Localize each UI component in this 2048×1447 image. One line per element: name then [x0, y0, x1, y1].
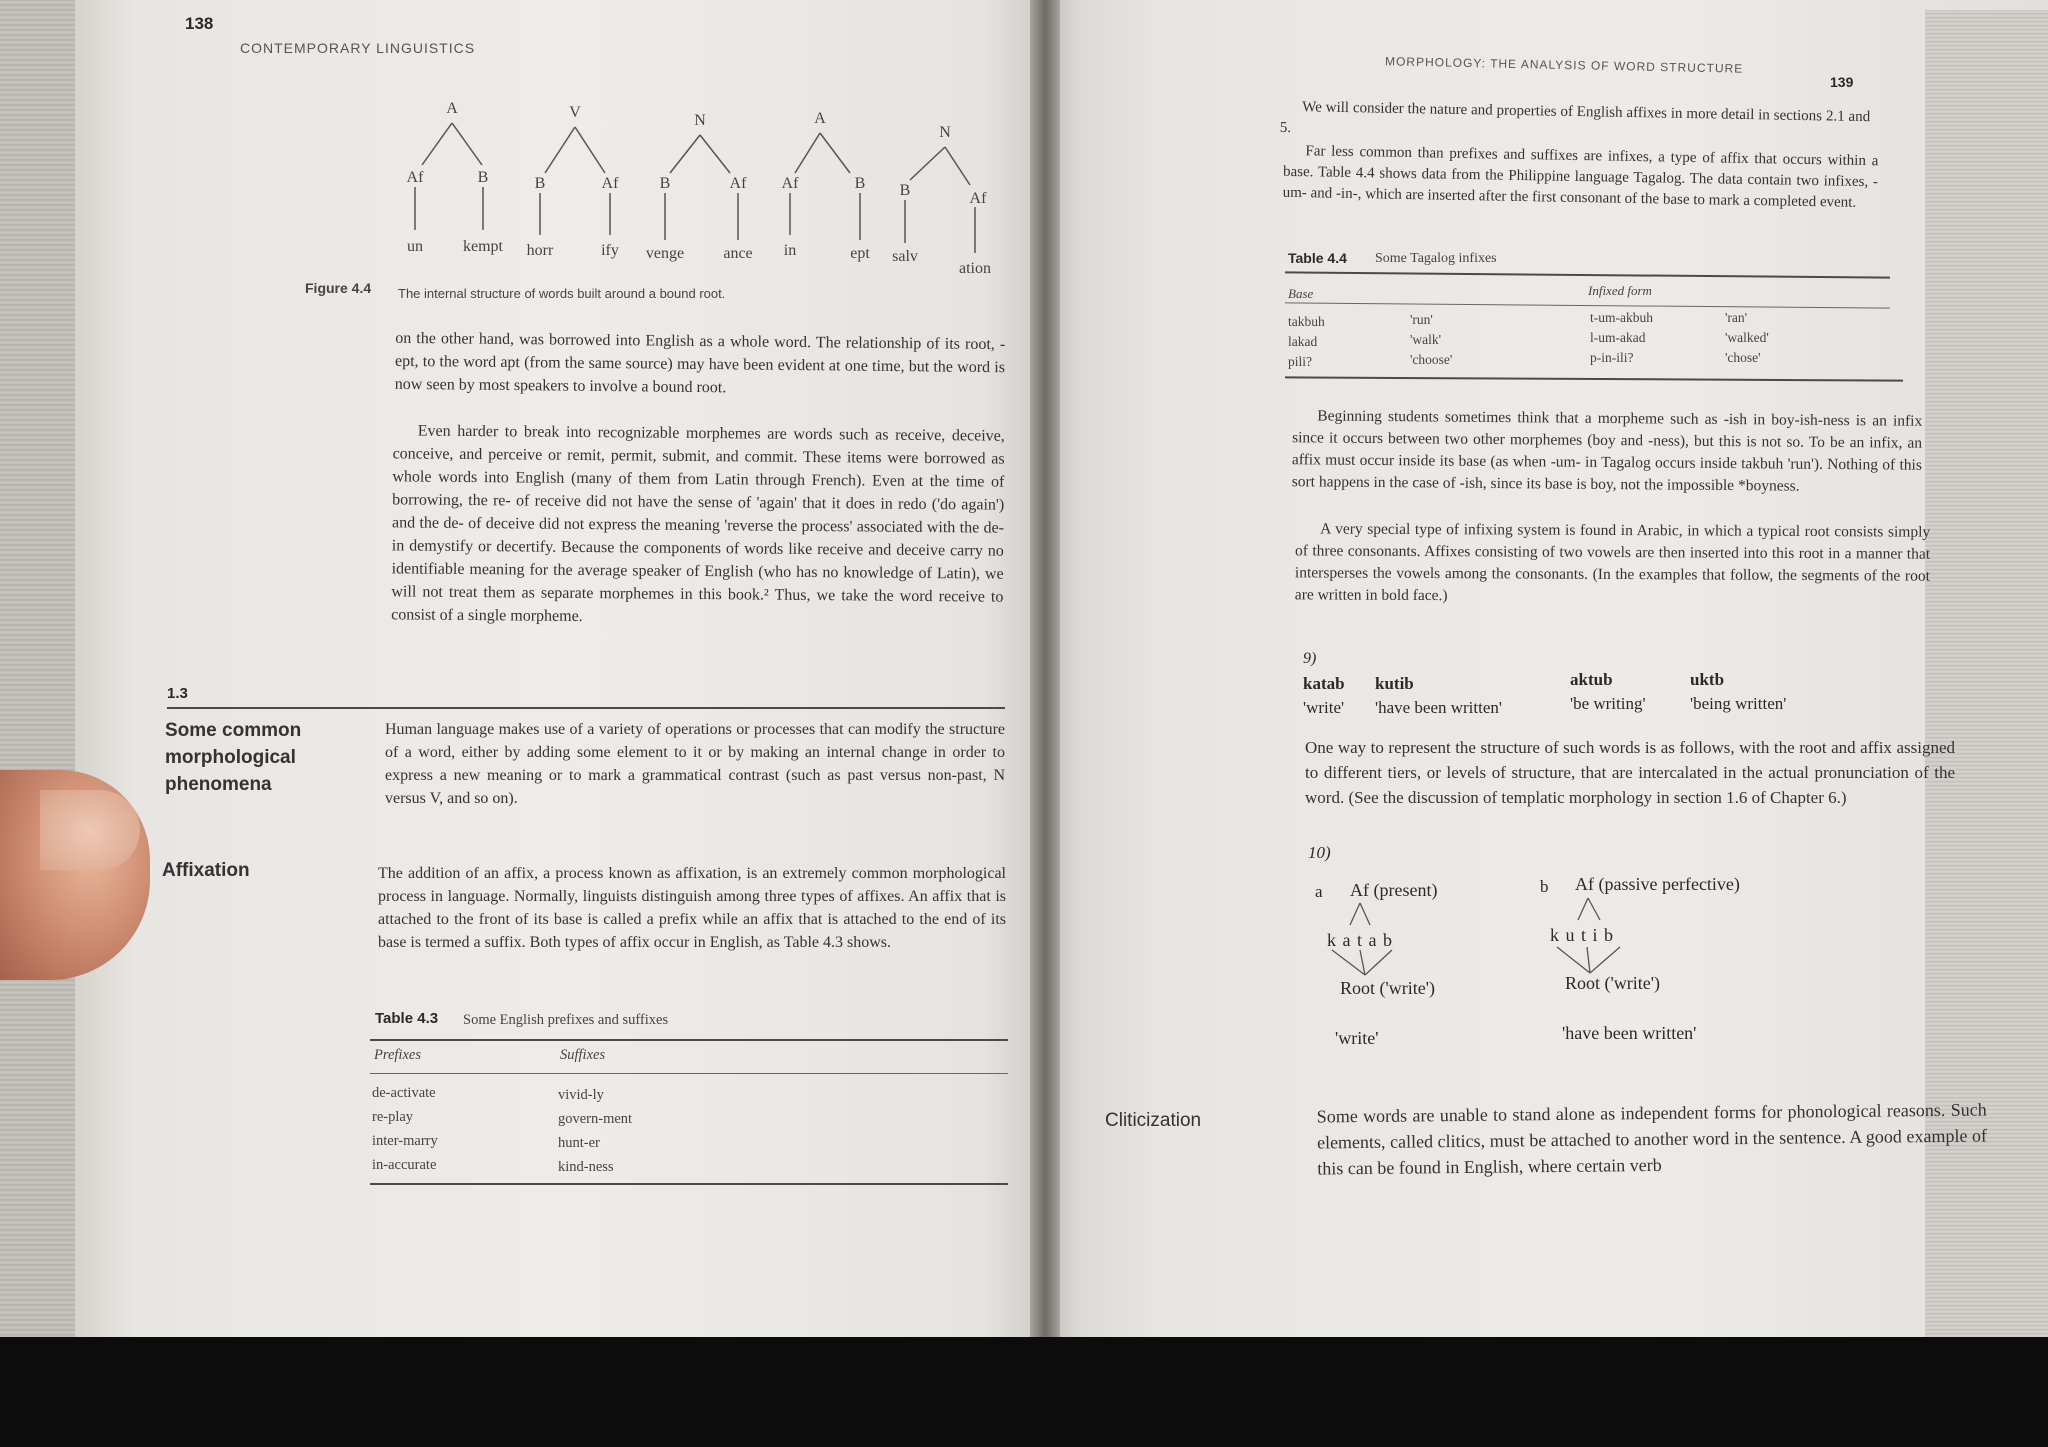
example-9-item: [1375, 672, 1502, 720]
right-paragraph-5: One way to represent the structure of such words is as follows, with the root and affix assigned to different tiers, or levels of structure, that are intercalated in the actual pronunciation of the word. (See the discussion of templatic morphology in section 1.6 of Chapter 6.): [1305, 738, 1955, 807]
tree-node-label: Af: [729, 175, 747, 192]
table-row: 'walk': [1410, 332, 1442, 347]
left-page-edges: [0, 0, 75, 1337]
example-9-item: [1303, 672, 1345, 720]
table-row: de-activate: [372, 1085, 436, 1101]
tree-node-label: Af: [601, 175, 619, 192]
table-4-4-caption: Some Tagalog infixes: [1375, 251, 1497, 266]
right-paragraph-4: A very special type of infixing system is found in Arabic, in which a typical root consists simply of three consonants. Affixes consisting of two vowels are then inserted into this root in a manner that intersperses the vowels among the consonants. (In the examples that follow, the segments of the root are written in bold face.): [1294, 520, 1931, 605]
example-9-word: uktb: [1690, 670, 1725, 689]
table-4-3-suffix-column: [558, 1083, 728, 1179]
example-10-label: 10): [1308, 843, 1331, 862]
tree-leaf: in: [783, 242, 797, 259]
example-10b-gloss: 'have been written': [1562, 1023, 1697, 1043]
example-10a-root-tier: Root ('write'): [1340, 978, 1435, 998]
tree-root-label: V: [569, 104, 581, 121]
table-4-4-base-column: [1288, 312, 1408, 372]
left-running-head: CONTEMPORARY LINGUISTICS: [240, 40, 476, 56]
left-paragraph-1: on the other hand, was borrowed into English as a whole word. The relationship of its root, -ept, to the word apt (from the same source) may have been evident at one time, but the word is now seen by most speakers to involve a bound root.: [394, 329, 1006, 397]
table-4-4-header-base: Base: [1288, 286, 1314, 301]
table-4-4-base-gloss-column: [1410, 310, 1530, 370]
cliticization-text: Some words are unable to stand alone as independent forms for phonological reasons. Such elements, called clitics, must be attached to another word in the sentence. A good example of this can be found in English, where certain verb: [1316, 1099, 1988, 1179]
tree-leaf: ance: [723, 245, 753, 262]
table-row: 'walked': [1725, 330, 1769, 345]
example-9-label: 9): [1303, 650, 1317, 667]
right-paragraph-3: Beginning students sometimes think that a morpheme such as -ish in boy-ish-ness is an infix since it occurs between two other morphemes (boy and -ness), but this is not so. To be an infix, an affix must occur inside its base (as when -um- in Tagalog occurs inside takbuh 'run'). Nothing of this sort happens in the case of -ish, since its base is boy, not the impossible *boyness.: [1291, 407, 1923, 495]
figure-4-4-tree-diagram: [390, 95, 1030, 285]
thumbnail: [40, 790, 140, 870]
table-4-3-header-rule: [370, 1073, 1008, 1074]
right-intro-2: Far less common than prefixes and suffixes are infixes, a type of affix that occurs within a base. Table 4.4 shows data from the Philippine language Tagalog. The data contain two infixes, -um- and -in-, which are inserted after the first consonant of the base to mark a completed event.: [1282, 143, 1879, 211]
example-9-word: aktub: [1570, 670, 1613, 689]
tree-leaf: venge: [645, 245, 685, 262]
table-row: in-accurate: [372, 1157, 437, 1173]
affixation-text: The addition of an affix, a process known as affixation, is an extremely common morphological process in language. Normally, linguists distinguish among three types of affixes. An affix that is attached to the front of its base is called a prefix while an affix that is attached to the end of its base is termed a suffix. Both types of affix occur in English, as Table 4.3 shows.: [378, 865, 1006, 951]
left-paragraph-2: Even harder to break into recognizable morphemes are words such as receive, deceive, conceive, and perceive or remit, permit, submit, and commit. These items were borrowed as whole words into English (many of them from Latin through French). Even at the time of borrowing, the re- of receive did not have the sense of 'again' that it does in redo ('do again') and the de- of deceive did not express the meaning 'reverse the process' associated with the de- in demystify or decertify. Because the components of words like receive and deceive carry no identifiable meaning for the average speaker of English (who has no knowledge of Latin), we will not treat them as separate morphemes in this book.² Thus, we take the word receive to consist of a single morpheme.: [391, 422, 1005, 625]
example-9-word: kutib: [1375, 674, 1414, 693]
example-10b-association-lines: [1545, 895, 1665, 975]
table-4-4-infixed-gloss-column: [1725, 308, 1845, 368]
example-10b-affix-tier: Af (passive perfective): [1575, 874, 1740, 894]
table-row: l-um-akad: [1590, 330, 1646, 345]
tree-node-label: B: [659, 175, 671, 192]
example-10a-association-lines: [1320, 900, 1440, 980]
table-row: kind-ness: [558, 1159, 614, 1175]
table-row: lakad: [1288, 334, 1318, 349]
tree-leaf: ept: [850, 245, 870, 262]
example-9-gloss: 'write': [1303, 698, 1345, 717]
table-4-3-label: Table 4.3: [375, 1010, 439, 1027]
table-4-3-caption: Some English prefixes and suffixes: [463, 1012, 669, 1028]
tree-node-label: B: [477, 169, 489, 186]
section-text: Human language makes use of a variety of operations or processes that can modify the structure of a word, either by adding some element to it or by making an internal change in order to express a new meaning or to mark a grammatical contrast (such as past versus non-past, N versus V, and so on).: [385, 721, 1005, 807]
table-4-4-infixed-column: [1590, 308, 1710, 368]
table-row: 'ran': [1725, 310, 1748, 325]
table-row: 'run': [1410, 312, 1433, 327]
tree-leaf: kempt: [463, 238, 503, 255]
table-4-3-bottom-rule: [370, 1183, 1008, 1185]
tree-node-label: B: [534, 175, 546, 192]
table-row: re-play: [372, 1109, 414, 1125]
table-4-3-header-prefixes: Prefixes: [374, 1047, 421, 1063]
example-9-gloss: 'being written': [1690, 694, 1787, 713]
table-4-4-header-infixed: Infixed form: [1588, 283, 1652, 298]
example-9-gloss: 'be writing': [1570, 694, 1646, 713]
example-10b-word: k u t i b: [1550, 925, 1615, 945]
table-4-4-label: Table 4.4: [1288, 250, 1347, 266]
table-row: 'chose': [1725, 350, 1761, 365]
example-9-gloss: 'have been written': [1375, 698, 1502, 717]
tree-leaf: horr: [526, 242, 554, 259]
tree-node-label: B: [854, 175, 866, 192]
tree-leaf: ation: [959, 260, 991, 277]
table-row: hunt-er: [558, 1135, 600, 1151]
section-rule: [167, 707, 1005, 709]
section-title: Some common morphological phenomena: [165, 720, 302, 795]
tree-leaf: salv: [892, 248, 918, 265]
example-10b-letter: b: [1540, 877, 1549, 896]
tree-root-label: A: [446, 100, 458, 117]
table-4-3-top-rule: [370, 1039, 1008, 1041]
table-row: inter-marry: [372, 1133, 438, 1149]
example-9-item: [1570, 668, 1646, 716]
tree-leaf: ify: [601, 242, 619, 259]
tree-root-label: A: [814, 110, 826, 127]
right-page-number: 139: [1830, 74, 1854, 90]
tree-node-label: Af: [969, 190, 987, 207]
example-10a-affix-tier: Af (present): [1350, 880, 1438, 900]
tree-root-label: N: [694, 112, 706, 129]
figure-label: Figure 4.4: [305, 280, 372, 296]
left-page-number: 138: [185, 14, 214, 33]
affixation-heading: Affixation: [162, 860, 250, 881]
example-10a-letter: a: [1315, 882, 1323, 901]
example-10b-root-tier: Root ('write'): [1565, 973, 1660, 993]
tree-root-label: N: [939, 124, 951, 141]
tree-node-label: Af: [781, 175, 799, 192]
section-number: 1.3: [167, 685, 188, 702]
table-4-3-header-suffixes: Suffixes: [560, 1047, 606, 1063]
right-intro-1: We will consider the nature and properties of English affixes in more detail in sections 2.1 and 5.: [1279, 99, 1871, 137]
example-10a-gloss: 'write': [1335, 1028, 1379, 1048]
example-10a-word: k a t a b: [1327, 930, 1393, 950]
example-9-word: katab: [1303, 674, 1345, 693]
table-row: pili?: [1288, 354, 1312, 369]
table-row: takbuh: [1288, 314, 1325, 329]
example-9-item: [1690, 668, 1786, 716]
table-row: t-um-akbuh: [1590, 310, 1653, 325]
table-row: govern-ment: [558, 1111, 633, 1127]
table-row: p-in-ili?: [1590, 350, 1634, 365]
table-row: vivid-ly: [558, 1087, 604, 1103]
cliticization-heading: Cliticization: [1105, 1110, 1202, 1131]
right-running-head: MORPHOLOGY: THE ANALYSIS OF WORD STRUCTURE: [1384, 54, 1744, 76]
tree-leaf: un: [407, 238, 423, 255]
book-gutter: [1030, 0, 1060, 1337]
tree-node-label: Af: [406, 169, 424, 186]
figure-caption: The internal structure of words built around a bound root.: [398, 286, 726, 301]
table-row: 'choose': [1410, 352, 1453, 367]
tree-node-label: B: [899, 182, 911, 199]
table-4-3-prefix-column: [372, 1081, 542, 1177]
